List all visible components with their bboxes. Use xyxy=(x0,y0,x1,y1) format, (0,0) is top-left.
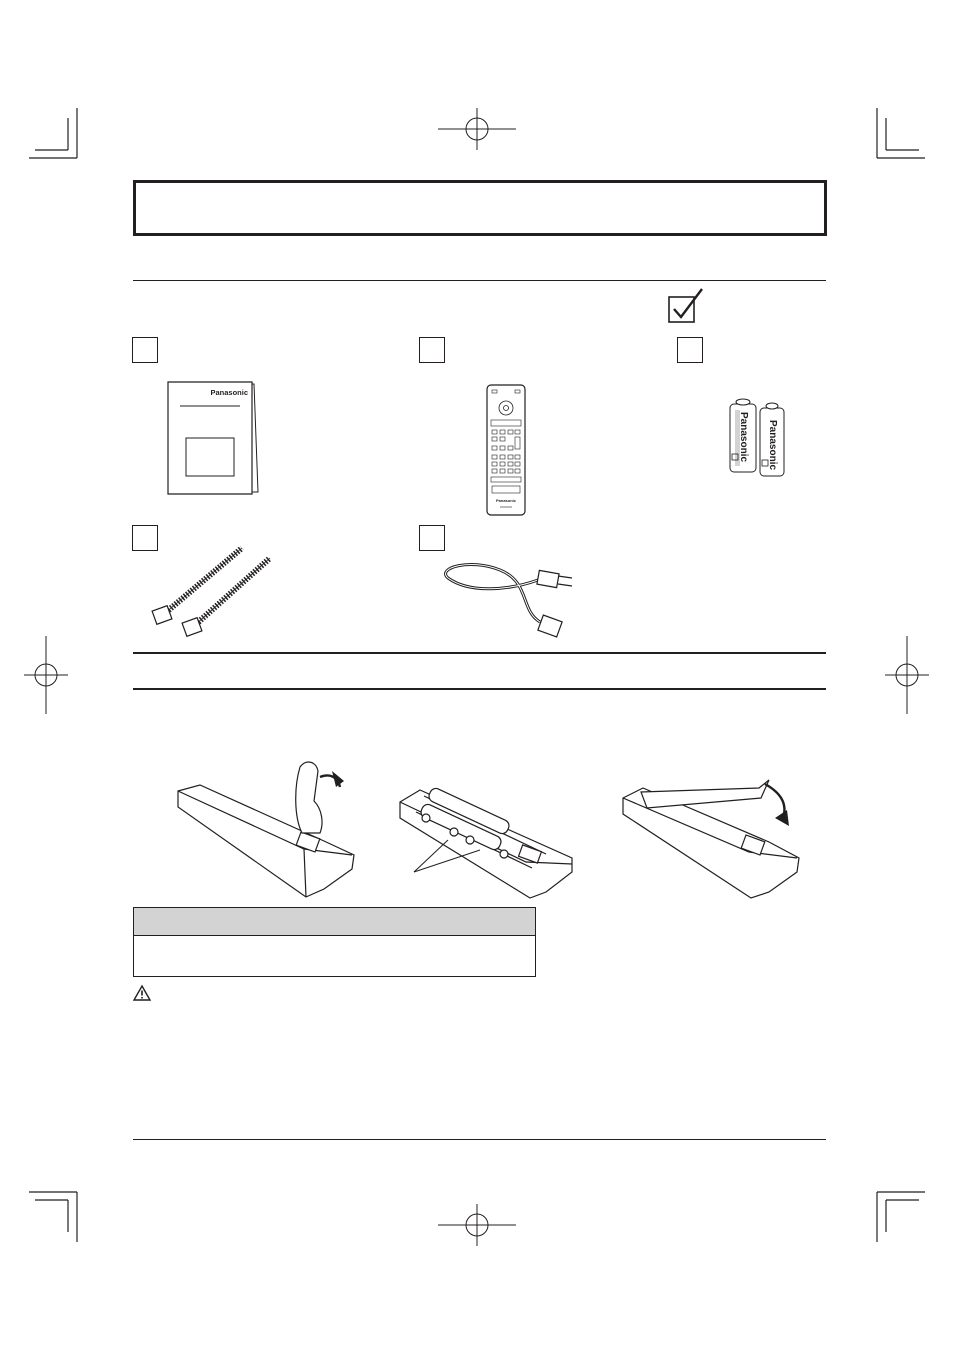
registration-mark-icon xyxy=(438,108,516,150)
section-rule xyxy=(133,688,826,690)
remote-open-cover-illustration xyxy=(174,757,356,899)
section-rule xyxy=(133,652,826,654)
page-title-box xyxy=(133,180,827,236)
manual-brand-label: Panasonic xyxy=(210,388,248,397)
remote-brand-label: Panasonic xyxy=(495,498,517,503)
note-box xyxy=(133,907,536,977)
manual-illustration xyxy=(166,380,260,498)
section-rule xyxy=(133,1139,826,1140)
cable-clamps-illustration xyxy=(146,542,276,642)
power-cord-illustration xyxy=(440,550,590,646)
remote-control-illustration xyxy=(486,384,526,516)
checkmark-icon xyxy=(668,288,708,324)
battery-brand-label: Panasonic xyxy=(767,420,778,471)
remote-battery-compartment-illustration xyxy=(396,782,578,902)
checkbox-remote[interactable] xyxy=(419,337,445,363)
checkbox-manual[interactable] xyxy=(132,337,158,363)
checkbox-power-cord[interactable] xyxy=(419,525,445,551)
registration-mark-icon xyxy=(24,636,68,714)
note-box-header xyxy=(134,908,535,936)
warning-triangle-icon xyxy=(133,985,151,1001)
registration-mark-icon xyxy=(885,636,929,714)
batteries-illustration xyxy=(724,394,792,480)
section-rule xyxy=(133,280,826,281)
remote-close-cover-illustration xyxy=(619,772,803,900)
battery-brand-label: Panasonic xyxy=(738,412,749,463)
registration-mark-icon xyxy=(438,1204,516,1246)
checkbox-batteries[interactable] xyxy=(677,337,703,363)
